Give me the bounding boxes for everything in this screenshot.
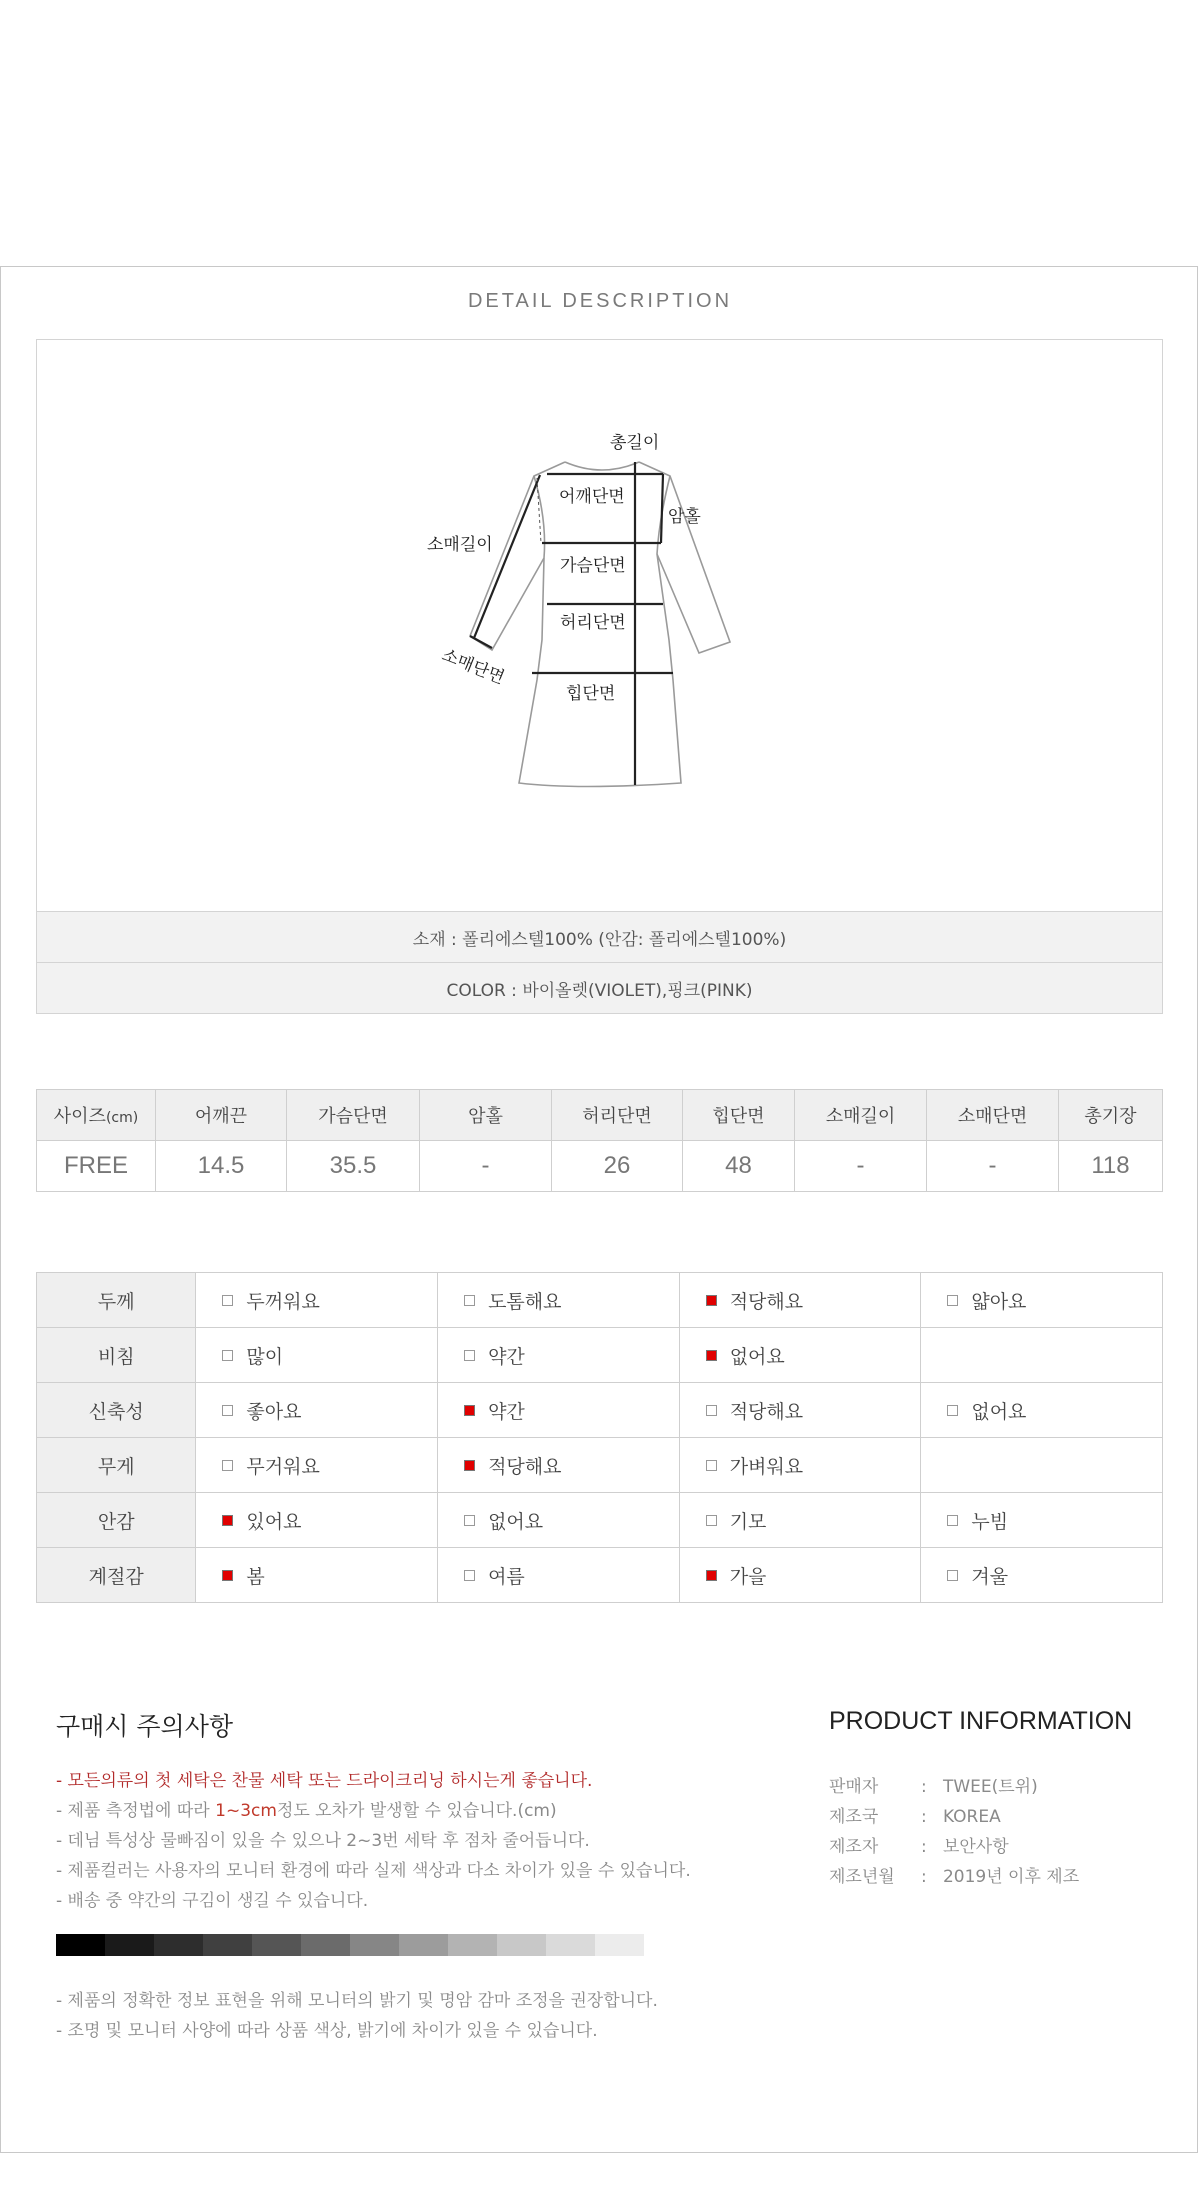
property-option bbox=[438, 1273, 680, 1328]
property-option-label: 없어요 bbox=[488, 1510, 544, 1533]
gray-swatch bbox=[105, 1934, 154, 1956]
notice-measure: - 제품 측정법에 따라 1~3cm정도 오차가 발생할 수 있습니다.(cm) bbox=[56, 1801, 557, 1821]
property-row bbox=[37, 1383, 1163, 1438]
unchecked-box-icon bbox=[947, 1405, 958, 1416]
property-row bbox=[37, 1438, 1163, 1493]
property-option-label: 적당해요 bbox=[729, 1400, 804, 1423]
property-option-label: 여름 bbox=[488, 1565, 525, 1588]
property-option bbox=[921, 1548, 1163, 1603]
notice-shipping: - 배송 중 약간의 구김이 생길 수 있습니다. bbox=[56, 1891, 369, 1911]
unchecked-box-icon bbox=[706, 1515, 717, 1526]
unchecked-box-icon bbox=[947, 1515, 958, 1526]
unchecked-box-icon bbox=[464, 1515, 475, 1526]
label-armhole: 암홀 bbox=[668, 507, 701, 527]
property-option bbox=[438, 1383, 680, 1438]
gray-swatch bbox=[546, 1934, 595, 1956]
property-row bbox=[37, 1273, 1163, 1328]
gray-swatch bbox=[497, 1934, 546, 1956]
property-option-label: 가을 bbox=[729, 1565, 767, 1588]
property-option-label: 적당해요 bbox=[488, 1455, 562, 1478]
checked-box-icon bbox=[706, 1350, 717, 1361]
property-option bbox=[196, 1328, 438, 1383]
property-option-label: 도톰해요 bbox=[488, 1290, 562, 1313]
cell-sleeve-length: - bbox=[795, 1141, 927, 1192]
unchecked-box-icon bbox=[947, 1570, 958, 1581]
property-option-label: 두꺼워요 bbox=[246, 1290, 320, 1313]
property-option bbox=[679, 1438, 921, 1493]
property-option-label: 많이 bbox=[246, 1345, 284, 1368]
product-info-row: 판매자 : TWEE(트위) bbox=[829, 1777, 1038, 1797]
unchecked-box-icon bbox=[464, 1295, 475, 1306]
garment-diagram bbox=[37, 340, 1162, 911]
property-option bbox=[679, 1493, 921, 1548]
property-option bbox=[921, 1438, 1163, 1493]
property-option-label: 적당해요 bbox=[729, 1290, 804, 1313]
unchecked-box-icon bbox=[706, 1460, 717, 1471]
property-option bbox=[921, 1328, 1163, 1383]
header-waist: 허리단면 bbox=[552, 1090, 683, 1141]
cell-hip: 48 bbox=[683, 1141, 795, 1192]
size-table-row bbox=[37, 1141, 1163, 1192]
size-table bbox=[36, 1089, 1163, 1192]
header-sleeve-width: 소매단면 bbox=[927, 1090, 1059, 1141]
notice-title: 구매시 주의사항 bbox=[56, 1712, 233, 1741]
cell-armhole: - bbox=[420, 1141, 552, 1192]
header-hip: 힙단면 bbox=[683, 1090, 795, 1141]
cell-size: FREE bbox=[37, 1141, 156, 1192]
property-option bbox=[438, 1328, 680, 1383]
property-option bbox=[679, 1383, 921, 1438]
notice-color: - 제품컬러는 사용자의 모니터 환경에 따라 실제 색상과 다소 차이가 있을 수 있습니다. bbox=[56, 1861, 691, 1881]
cell-total-length: 118 bbox=[1059, 1141, 1163, 1192]
label-shoulder: 어깨단면 bbox=[559, 487, 625, 507]
gray-swatch bbox=[350, 1934, 399, 1956]
unchecked-box-icon bbox=[222, 1460, 233, 1471]
size-table-header bbox=[37, 1090, 1163, 1141]
unchecked-box-icon bbox=[464, 1570, 475, 1581]
unchecked-box-icon bbox=[464, 1350, 475, 1361]
notice-wash: - 모든의류의 첫 세탁은 찬물 세탁 또는 드라이크리닝 하시는게 좋습니다. bbox=[56, 1771, 593, 1791]
unchecked-box-icon bbox=[222, 1350, 233, 1361]
property-option-label: 없어요 bbox=[971, 1400, 1027, 1423]
label-total-length: 총길이 bbox=[610, 433, 660, 453]
property-option bbox=[438, 1438, 680, 1493]
property-option bbox=[679, 1328, 921, 1383]
notice-lighting: - 조명 및 모니터 사양에 따라 상품 색상, 밝기에 차이가 있을 수 있습니다. bbox=[56, 2021, 598, 2041]
product-info-row: 제조자 : 보안사항 bbox=[829, 1837, 1009, 1857]
product-info-row: 제조국 : KOREA bbox=[829, 1807, 1001, 1827]
property-name: 비침 bbox=[37, 1328, 196, 1383]
property-option-label: 좋아요 bbox=[246, 1400, 302, 1423]
header-armhole: 암홀 bbox=[420, 1090, 552, 1141]
property-row bbox=[37, 1493, 1163, 1548]
label-chest: 가슴단면 bbox=[560, 556, 626, 576]
label-sleeve-length: 소매길이 bbox=[427, 535, 493, 555]
property-name: 계절감 bbox=[37, 1548, 196, 1603]
property-option-label: 약간 bbox=[488, 1345, 525, 1368]
header-shoulder-strap: 어깨끈 bbox=[156, 1090, 287, 1141]
property-option-label: 기모 bbox=[729, 1510, 767, 1533]
property-option-label: 봄 bbox=[246, 1565, 265, 1588]
product-info-title: PRODUCT INFORMATION bbox=[829, 1707, 1133, 1735]
property-row bbox=[37, 1548, 1163, 1603]
property-name: 두께 bbox=[37, 1273, 196, 1328]
checked-box-icon bbox=[706, 1570, 717, 1581]
property-rows bbox=[37, 1273, 1163, 1603]
checked-box-icon bbox=[464, 1405, 475, 1416]
checked-box-icon bbox=[222, 1515, 233, 1526]
property-option bbox=[679, 1273, 921, 1328]
property-name: 신축성 bbox=[37, 1383, 196, 1438]
property-option-label: 약간 bbox=[488, 1400, 525, 1423]
property-option bbox=[921, 1493, 1163, 1548]
notice-monitor: - 제품의 정확한 정보 표현을 위해 모니터의 밝기 및 명암 감마 조정을 권장합니다. bbox=[56, 1991, 658, 2011]
label-sleeve-width: 소매단면 bbox=[438, 645, 508, 689]
gray-swatch bbox=[154, 1934, 203, 1956]
color-info: COLOR : 바이올렛(VIOLET),핑크(PINK) bbox=[37, 962, 1162, 1013]
property-option-label: 얇아요 bbox=[971, 1290, 1027, 1313]
property-name: 무게 bbox=[37, 1438, 196, 1493]
unchecked-box-icon bbox=[706, 1405, 717, 1416]
property-row bbox=[37, 1328, 1163, 1383]
property-name: 안감 bbox=[37, 1493, 196, 1548]
unchecked-box-icon bbox=[222, 1295, 233, 1306]
gray-swatch bbox=[448, 1934, 497, 1956]
size-diagram-box bbox=[36, 339, 1163, 1014]
cell-shoulder-strap: 14.5 bbox=[156, 1141, 287, 1192]
property-option bbox=[921, 1383, 1163, 1438]
header-chest: 가슴단면 bbox=[287, 1090, 420, 1141]
header-size: 사이즈(cm) bbox=[37, 1090, 156, 1141]
property-option bbox=[196, 1548, 438, 1603]
gray-swatch bbox=[399, 1934, 448, 1956]
unchecked-box-icon bbox=[947, 1295, 958, 1306]
gray-swatch bbox=[203, 1934, 252, 1956]
property-option bbox=[438, 1493, 680, 1548]
property-option bbox=[679, 1548, 921, 1603]
property-option-label: 무거워요 bbox=[246, 1455, 320, 1478]
property-option-label: 있어요 bbox=[246, 1510, 302, 1533]
property-option-label: 가벼워요 bbox=[729, 1455, 804, 1478]
material-info: 소재 : 폴리에스텔100% (안감: 폴리에스텔100%) bbox=[37, 911, 1162, 962]
gray-swatch bbox=[595, 1934, 644, 1956]
cell-chest: 35.5 bbox=[287, 1141, 420, 1192]
header-total-length: 총기장 bbox=[1059, 1090, 1163, 1141]
checked-box-icon bbox=[222, 1570, 233, 1581]
checked-box-icon bbox=[706, 1295, 717, 1306]
property-option bbox=[438, 1548, 680, 1603]
gray-swatch bbox=[301, 1934, 350, 1956]
checked-box-icon bbox=[464, 1460, 475, 1471]
property-option bbox=[921, 1273, 1163, 1328]
product-info-row: 제조년월 : 2019년 이후 제조 bbox=[829, 1867, 1080, 1887]
property-option bbox=[196, 1383, 438, 1438]
property-option-label: 없어요 bbox=[729, 1345, 785, 1368]
label-hip: 힙단면 bbox=[566, 684, 616, 704]
property-option bbox=[196, 1438, 438, 1493]
cell-waist: 26 bbox=[552, 1141, 683, 1192]
cell-sleeve-width: - bbox=[927, 1141, 1059, 1192]
property-option bbox=[196, 1273, 438, 1328]
gray-swatch bbox=[252, 1934, 301, 1956]
monitor-gray-scale bbox=[56, 1934, 644, 1956]
property-option bbox=[196, 1493, 438, 1548]
header-sleeve-length: 소매길이 bbox=[795, 1090, 927, 1141]
property-option-label: 겨울 bbox=[971, 1565, 1009, 1588]
gray-swatch bbox=[56, 1934, 105, 1956]
property-option-label: 누빔 bbox=[971, 1510, 1009, 1533]
notice-denim: - 데님 특성상 물빠짐이 있을 수 있으나 2~3번 세탁 후 점차 줄어듭니다. bbox=[56, 1831, 590, 1851]
fabric-property-table bbox=[36, 1272, 1163, 1603]
label-waist: 허리단면 bbox=[560, 613, 626, 633]
unchecked-box-icon bbox=[222, 1405, 233, 1416]
section-title: DETAIL DESCRIPTION bbox=[467, 290, 733, 312]
